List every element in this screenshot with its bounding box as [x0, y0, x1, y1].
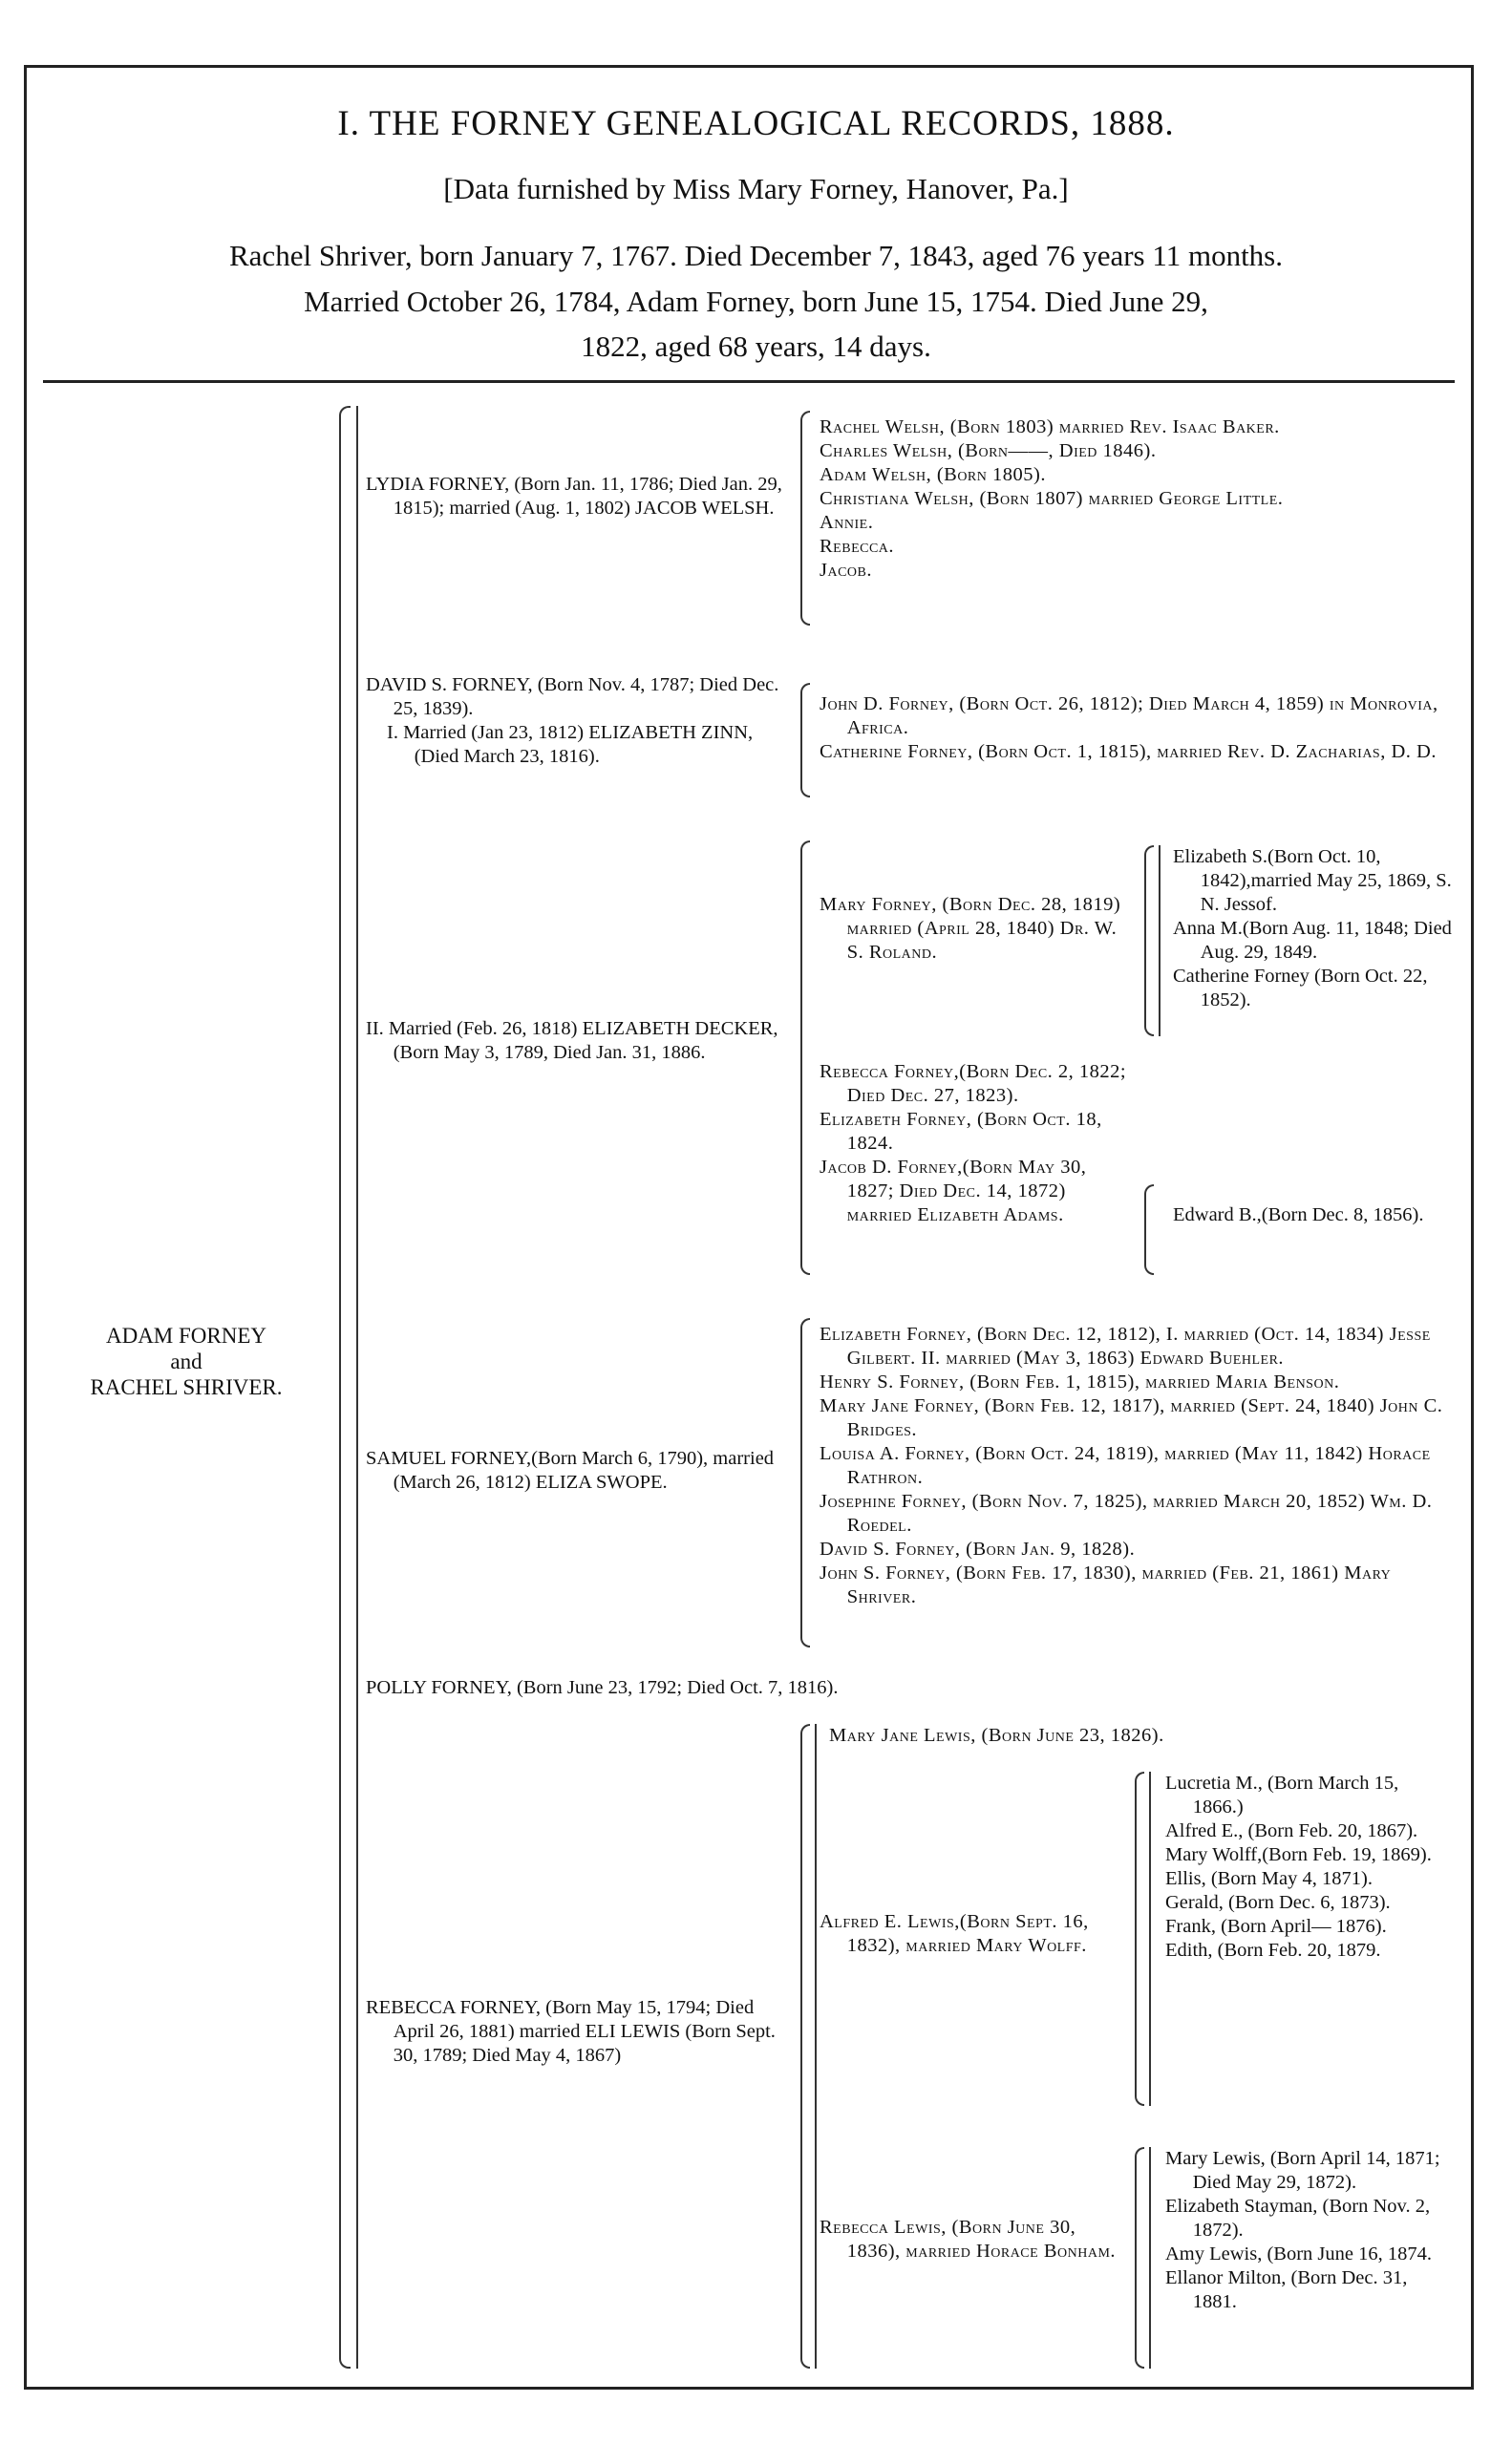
david-child: John D. Forney, (Born Oct. 26, 1812); Died March 4, 1859) in Monrovia, Africa.	[820, 693, 1438, 738]
rebecca-lewis-child: Ellanor Milton, (Born Dec. 31, 1881.	[1165, 2267, 1408, 2312]
lydia-text: LYDIA FORNEY, (Born Jan. 11, 1786; Died Jan. 29, 1815); married (Aug. 1, 1802) JACOB WELSH.	[366, 474, 782, 519]
lydia-child: Rachel Welsh, (Born 1803) married Rev. Isaac Baker.	[820, 416, 1280, 437]
david-marriage-2	[366, 1017, 791, 1065]
alfred-child: Alfred E., (Born Feb. 20, 1867).	[1165, 1820, 1418, 1841]
alfred-child: Frank, (Born April— 1876).	[1165, 1916, 1387, 1937]
header-rule	[43, 380, 1455, 383]
rebecca-lewis-children	[1165, 2147, 1452, 2314]
samuel-child: Mary Jane Forney, (Born Feb. 12, 1817), married (Sept. 24, 1840) John C. Bridges.	[820, 1395, 1443, 1440]
root-line: and	[170, 1350, 202, 1373]
mary-child: Anna M.(Born Aug. 11, 1848; Died Aug. 29, 1849.	[1173, 918, 1452, 963]
samuel-entry	[366, 1447, 791, 1495]
lydia-child: Rebecca.	[820, 536, 895, 557]
david-entry	[366, 673, 791, 721]
lydia-child: Adam Welsh, (Born 1805).	[820, 464, 1046, 485]
rebecca-lewis-entry	[820, 2216, 1125, 2264]
jacob-children-brace	[1144, 1184, 1154, 1275]
david-child: Catherine Forney, (Born Oct. 1, 1815), married Rev. D. Zacharias, D. D.	[820, 741, 1437, 762]
rebecca-entry	[366, 1996, 791, 2068]
intro-line: 1822, aged 68 years, 14 days.	[581, 330, 931, 363]
alfred-child: Lucretia M., (Born March 15, 1866.)	[1165, 1773, 1399, 1818]
alfred-child: Ellis, (Born May 4, 1871).	[1165, 1868, 1373, 1889]
samuel-child: Elizabeth Forney, (Born Dec. 12, 1812), I. married (Oct. 14, 1834) Jesse Gilbert. II. married (May 3, 1863) Edward Buehler.	[820, 1324, 1431, 1369]
david-children2-brace	[800, 840, 810, 1275]
alfred-child: Edith, (Born Feb. 20, 1879.	[1165, 1940, 1381, 1961]
alfred-children-rule	[1149, 1772, 1151, 2106]
lydia-children-brace	[800, 411, 810, 626]
samuel-child: John S. Forney, (Born Feb. 17, 1830), married (Feb. 21, 1861) Mary Shriver.	[820, 1563, 1392, 1607]
mary-children-rule	[1159, 845, 1161, 1036]
mary-jane-lewis-entry	[829, 1724, 1459, 1748]
david-child: Jacob D. Forney,(Born May 30, 1827; Died Dec. 14, 1872) married Elizabeth Adams.	[820, 1157, 1087, 1225]
lydia-entry	[366, 473, 791, 521]
lydia-child: Annie.	[820, 512, 874, 533]
rebecca-lewis-children-brace	[1135, 2147, 1144, 2369]
lydia-child: Christiana Welsh, (Born 1807) married George Little.	[820, 488, 1284, 509]
alfred-children	[1165, 1772, 1452, 1963]
david-marriage-1	[387, 721, 791, 769]
mary-forney-text: Mary Forney, (Born Dec. 28, 1819) married (April 28, 1840) Dr. W. S. Roland.	[820, 894, 1121, 963]
root-couple	[38, 1323, 334, 1400]
root-brace	[339, 406, 351, 2369]
samuel-child: Louisa A. Forney, (Born Oct. 24, 1819), married (May 11, 1842) Horace Rathron.	[820, 1443, 1431, 1488]
mary-forney-entry	[820, 893, 1135, 965]
alfred-lewis-text: Alfred E. Lewis,(Born Sept. 16, 1832), married Mary Wolff.	[820, 1911, 1089, 1956]
david-text: DAVID S. FORNEY, (Born Nov. 4, 1787; Died Dec. 25, 1839).	[366, 674, 779, 719]
polly-text: POLLY FORNEY, (Born June 23, 1792; Died Oct. 7, 1816).	[366, 1677, 839, 1698]
rebecca-lewis-child: Amy Lewis, (Born June 16, 1874.	[1165, 2243, 1433, 2264]
root-line: ADAM FORNEY	[105, 1324, 267, 1348]
rebecca-lewis-child: Elizabeth Stayman, (Born Nov. 2, 1872).	[1165, 2196, 1431, 2241]
jacob-child: Edward B.,(Born Dec. 8, 1856).	[1173, 1204, 1424, 1225]
intro-line: Rachel Shriver, born January 7, 1767. Died December 7, 1843, aged 76 years 11 months.	[229, 239, 1283, 272]
alfred-child: Gerald, (Born Dec. 6, 1873).	[1165, 1892, 1391, 1913]
samuel-children-brace	[800, 1318, 810, 1648]
david-children-2	[820, 1060, 1135, 1227]
david-child: Elizabeth Forney, (Born Oct. 18, 1824.	[820, 1109, 1102, 1154]
lydia-child: Jacob.	[820, 560, 872, 581]
alfred-children-brace	[1135, 1772, 1144, 2106]
rebecca-children-rule	[815, 1724, 817, 2369]
mary-jane-lewis-text: Mary Jane Lewis, (Born June 23, 1826).	[829, 1725, 1164, 1746]
lydia-child: Charles Welsh, (Born——, Died 1846).	[820, 440, 1157, 461]
polly-entry	[366, 1676, 1455, 1700]
mary-child: Catherine Forney (Born Oct. 22, 1852).	[1173, 966, 1428, 1010]
intro-line: Married October 26, 1784, Adam Forney, born June 15, 1754. Died June 29,	[304, 285, 1208, 318]
mary-children	[1173, 845, 1459, 1012]
alfred-child: Mary Wolff,(Born Feb. 19, 1869).	[1165, 1844, 1432, 1865]
root-brace-rule	[356, 406, 358, 2369]
david-children1-brace	[800, 683, 810, 797]
rebecca-lewis-children-rule	[1149, 2147, 1151, 2369]
rebecca-lewis-child: Mary Lewis, (Born April 14, 1871; Died May 29, 1872).	[1165, 2148, 1440, 2193]
samuel-child: Josephine Forney, (Born Nov. 7, 1825), married March 20, 1852) Wm. D. Roedel.	[820, 1491, 1433, 1536]
mary-children-brace	[1144, 845, 1154, 1036]
lydia-children	[820, 415, 1461, 583]
alfred-lewis-entry	[820, 1910, 1125, 1958]
samuel-text: SAMUEL FORNEY,(Born March 6, 1790), married (March 26, 1812) ELIZA SWOPE.	[366, 1448, 775, 1493]
samuel-children	[820, 1323, 1461, 1609]
rebecca-text: REBECCA FORNEY, (Born May 15, 1794; Died April 26, 1881) married ELI LEWIS (Born Sept. 30, 1789; Died May 4, 1867)	[366, 1997, 776, 2066]
david-marriage-1-text: I. Married (Jan 23, 1812) ELIZABETH ZINN, (Died March 23, 1816).	[387, 722, 754, 767]
samuel-child: David S. Forney, (Born Jan. 9, 1828).	[820, 1539, 1136, 1560]
subtitle: [Data furnished by Miss Mary Forney, Hanover, Pa.]	[443, 172, 1069, 205]
jacob-children	[1173, 1203, 1459, 1227]
samuel-child: Henry S. Forney, (Born Feb. 1, 1815), married Maria Benson.	[820, 1371, 1340, 1393]
root-line: RACHEL SHRIVER.	[90, 1375, 283, 1399]
david-children-1	[820, 692, 1461, 764]
rebecca-lewis-text: Rebecca Lewis, (Born June 30, 1836), married Horace Bonham.	[820, 2217, 1117, 2262]
david-marriage-2-text: II. Married (Feb. 26, 1818) ELIZABETH DECKER, (Born May 3, 1789, Died Jan. 31, 1886.	[366, 1018, 778, 1063]
rebecca-children-brace	[800, 1724, 810, 2369]
page-title: I. THE FORNEY GENEALOGICAL RECORDS, 1888.	[337, 104, 1175, 143]
david-child: Rebecca Forney,(Born Dec. 2, 1822; Died Dec. 27, 1823).	[820, 1061, 1127, 1106]
mary-child: Elizabeth S.(Born Oct. 10, 1842),married May 25, 1869, S. N. Jessof.	[1173, 846, 1452, 915]
